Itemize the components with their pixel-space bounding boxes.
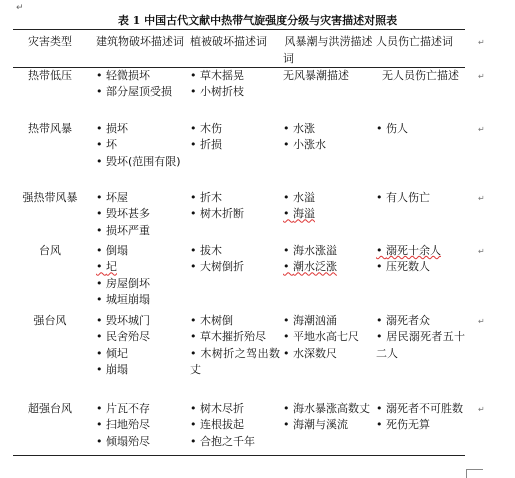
list-item: • 片瓦不存 xyxy=(96,401,188,417)
header-cell-vegetation: 植被破坏描述词 xyxy=(190,35,267,48)
list-item: • 溺死者不可胜数 xyxy=(376,401,465,417)
row-casualty-cell xyxy=(376,313,465,362)
row-end-mark: ↵ xyxy=(478,72,485,81)
list-item: • 树木折断 xyxy=(190,206,280,222)
list-item: • 毁坏(范围有限) xyxy=(96,154,188,170)
list-item: • 溺死者众 xyxy=(376,313,465,329)
header-cell-surge: 风暴潮与洪涝描述词 xyxy=(283,35,373,65)
list-item: • 海水涨溢 xyxy=(283,243,374,259)
list-item: • 损坏严重 xyxy=(96,223,188,239)
row-building-cell xyxy=(96,401,188,450)
list-item: • 损坏 xyxy=(96,121,188,137)
list-item: • 坏屋 xyxy=(96,190,188,206)
row-surge-cell xyxy=(283,190,374,223)
row-vegetation-cell xyxy=(190,121,280,154)
list-item: • 部分屋顶受损 xyxy=(96,84,188,100)
list-item: • 海潮汹涌 xyxy=(283,313,374,329)
list-item: • 扫地殆尽 xyxy=(96,417,188,433)
list-item: • 海溢 xyxy=(283,206,374,222)
row-building-cell xyxy=(96,68,188,101)
list-item: • 压死数人 xyxy=(376,259,465,275)
list-item: • 伤人 xyxy=(376,121,465,137)
table-bottom-rule xyxy=(13,455,465,456)
row-surge-cell: 无风暴潮描述 xyxy=(283,69,349,82)
row-surge-cell xyxy=(283,121,374,154)
row-casualty-cell: 无人员伤亡描述 xyxy=(382,69,459,82)
row-casualty-cell xyxy=(376,190,465,206)
row-type-cell: 强台风 xyxy=(33,314,67,327)
list-item: • 潮水泛涨 xyxy=(283,259,374,275)
list-item: • 居民溺死者五十二人 xyxy=(376,329,465,362)
row-building-cell xyxy=(96,243,188,309)
list-item: • 城垣崩塌 xyxy=(96,292,188,308)
list-item: • 溺死十余人 xyxy=(376,243,465,259)
paragraph-mark: ↵ xyxy=(16,3,24,13)
row-end-mark: ↵ xyxy=(478,247,485,256)
list-item: • 倒塌 xyxy=(96,243,188,259)
list-item: • 折损 xyxy=(190,137,280,153)
list-item: • 圮 xyxy=(96,259,188,275)
row-end-mark: ↵ xyxy=(478,125,485,134)
list-item: • 坏 xyxy=(96,137,188,153)
list-item: • 房屋倒坏 xyxy=(96,276,188,292)
row-surge-cell xyxy=(283,313,374,362)
row-end-mark: ↵ xyxy=(478,38,485,47)
row-building-cell xyxy=(96,313,188,379)
list-item: • 树木尽折 xyxy=(190,401,280,417)
list-item: • 死伤无算 xyxy=(376,417,465,433)
header-cell-casualty: 人员伤亡描述词 xyxy=(376,35,453,48)
list-item: • 有人伤亡 xyxy=(376,190,465,206)
list-item: • 水深数尺 xyxy=(283,346,374,362)
list-item: • 木树倒 xyxy=(190,313,280,329)
row-casualty-cell xyxy=(376,121,465,137)
row-end-mark: ↵ xyxy=(478,317,485,326)
row-casualty-cell xyxy=(376,243,465,276)
list-item: • 木树折之驾出数丈 xyxy=(190,346,280,379)
row-type-cell: 强热带风暴 xyxy=(22,191,78,204)
list-item: • 海水暴涨高数丈 xyxy=(283,401,374,417)
row-surge-cell xyxy=(283,401,374,434)
list-item: • 木伤 xyxy=(190,121,280,137)
row-vegetation-cell xyxy=(190,401,280,450)
list-item: • 小涨水 xyxy=(283,137,374,153)
list-item: • 小树折枝 xyxy=(190,84,280,100)
row-vegetation-cell xyxy=(190,68,280,101)
list-item: • 海潮与溪流 xyxy=(283,417,374,433)
header-cell-type: 灾害类型 xyxy=(28,35,72,48)
list-item: • 水涨 xyxy=(283,121,374,137)
row-end-mark: ↵ xyxy=(478,194,485,203)
list-item: • 大树倒折 xyxy=(190,259,280,275)
list-item: • 折木 xyxy=(190,190,280,206)
list-item: • 连根拔起 xyxy=(190,417,280,433)
table-title: 表 1 中国古代文献中热带气旋强度分级与灾害描述对照表 xyxy=(117,14,398,27)
row-vegetation-cell xyxy=(190,313,280,379)
row-building-cell xyxy=(96,190,188,239)
list-item: • 合抱之千年 xyxy=(190,434,280,450)
list-item: • 轻微损坏 xyxy=(96,68,188,84)
row-building-cell xyxy=(96,121,188,170)
list-item: • 毁坏甚多 xyxy=(96,206,188,222)
list-item: • 崩塌 xyxy=(96,362,188,378)
header-cell-building: 建筑物破坏描述词 xyxy=(96,35,184,48)
list-item: • 拔木 xyxy=(190,243,280,259)
list-item: • 倾塌殆尽 xyxy=(96,434,188,450)
list-item: • 毁坏城门 xyxy=(96,313,188,329)
list-item: • 水溢 xyxy=(283,190,374,206)
table-top-rule xyxy=(13,29,465,30)
row-type-cell: 热带风暴 xyxy=(28,122,72,135)
row-casualty-cell xyxy=(376,401,465,434)
list-item: • 草木摧折殆尽 xyxy=(190,329,280,345)
list-item: • 平地水高七尺 xyxy=(283,329,374,345)
row-surge-cell xyxy=(283,243,374,276)
list-item: • 草木摇晃 xyxy=(190,68,280,84)
list-item: • 民舍殆尽 xyxy=(96,329,188,345)
page-corner-mark xyxy=(466,469,483,478)
row-type-cell: 台风 xyxy=(39,244,61,257)
row-type-cell: 超强台风 xyxy=(28,402,72,415)
row-vegetation-cell xyxy=(190,190,280,223)
list-item: • 倾圮 xyxy=(96,346,188,362)
row-vegetation-cell xyxy=(190,243,280,276)
row-end-mark: ↵ xyxy=(478,405,485,414)
row-type-cell: 热带低压 xyxy=(28,69,72,82)
